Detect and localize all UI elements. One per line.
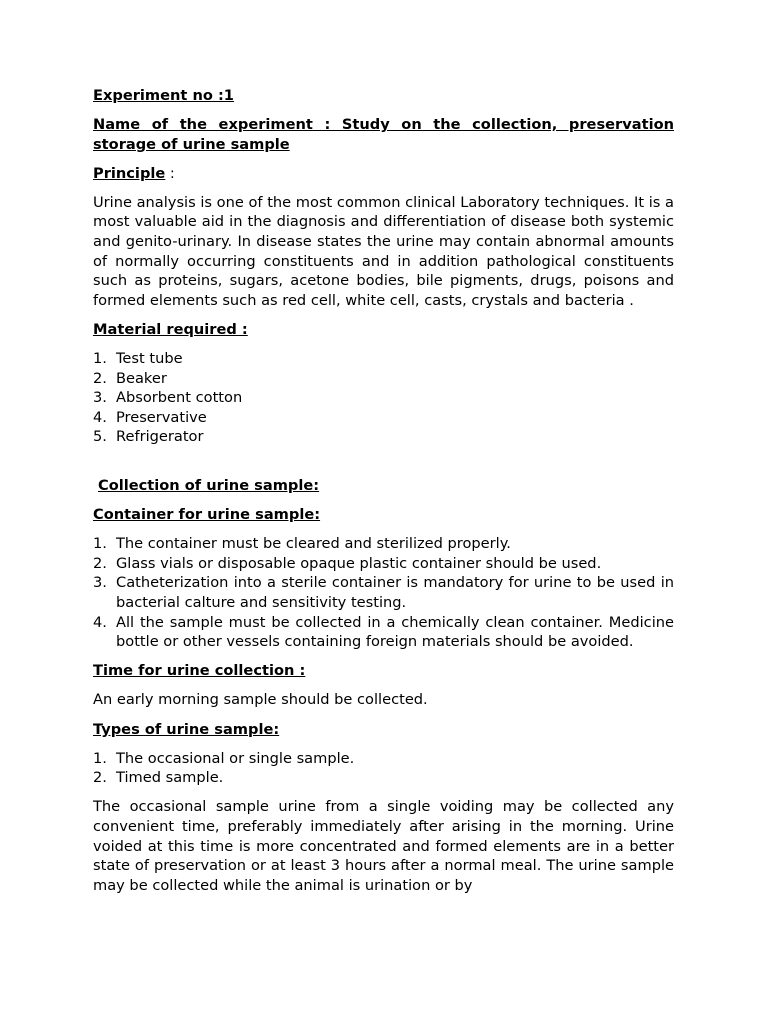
principle-label: Principle: [93, 164, 166, 182]
types-text: The occasional sample urine from a single voiding may be collected any convenient time, preferably immediately after arising in the morning. Urine voided at this time is more concentrated and formed elements are in a better state of preservation or at least 3 hours after a normal meal. The urine sample may be collected while the animal is urination or by: [93, 798, 674, 894]
list-item-text: Glass vials or disposable opaque plastic container should be used.: [116, 554, 602, 572]
list-item: [93, 349, 674, 369]
principle-text: Urine analysis is one of the most common clinical Laboratory techniques. It is a most valuable aid in the diagnosis and differentiation of disease both systemic and genito-urinary. In disease states the urine may contain abnormal amounts of normally occurring constituents and in addition pathological constituents such as proteins, sugars, acetone bodies, bile pigments, drugs, poisons and formed elements such as red cell, white cell, casts, crystals and bacteria .: [93, 193, 674, 309]
list-item: [93, 749, 674, 769]
list-item: [93, 369, 674, 389]
list-number: 3.: [93, 389, 107, 407]
container-heading: Container for urine sample:: [93, 506, 321, 524]
material-list: [93, 349, 674, 447]
experiment-number: Experiment no :1: [93, 87, 234, 104]
list-number: 3.: [93, 574, 107, 592]
list-number: 5.: [93, 428, 107, 446]
time-heading: Time for urine collection :: [93, 662, 306, 680]
list-item-text: The container must be cleared and sterilized properly.: [116, 535, 511, 553]
principle-heading: [93, 164, 674, 184]
list-number: 1.: [93, 749, 107, 767]
types-heading: Types of urine sample:: [93, 720, 280, 738]
list-number: 2.: [93, 769, 107, 787]
list-item: [93, 388, 674, 408]
list-number: 2.: [93, 554, 107, 572]
material-heading: Material required :: [93, 320, 248, 338]
types-list: [93, 749, 674, 788]
list-item: [93, 534, 674, 554]
list-item: [93, 408, 674, 428]
list-item-text: Timed sample.: [116, 769, 224, 787]
time-text: An early morning sample should be collected.: [93, 691, 428, 709]
list-item-text: Preservative: [116, 408, 207, 426]
list-item: [93, 427, 674, 447]
list-number: 4.: [93, 408, 107, 426]
list-item: [93, 554, 674, 574]
list-item-text: Beaker: [116, 369, 167, 387]
collection-heading: Collection of urine sample:: [98, 477, 320, 495]
list-item-text: Absorbent cotton: [116, 389, 243, 407]
list-item-text: Test tube: [116, 350, 183, 368]
list-item-text: The occasional or single sample.: [116, 749, 355, 767]
list-item-text: Catheterization into a sterile container is mandatory for urine to be used in bacterial calture and sensitivity testing.: [116, 574, 674, 612]
list-item-text: Refrigerator: [116, 428, 204, 446]
container-list: [93, 534, 674, 652]
list-item: [93, 573, 674, 612]
document-page: [93, 86, 674, 905]
list-number: 1.: [93, 535, 107, 553]
list-item-text: All the sample must be collected in a chemically clean container. Medicine bottle or other vessels containing foreign materials should be avoided.: [116, 613, 674, 651]
experiment-name: Name of the experiment : Study on the collection, preservation storage of urine sample: [93, 116, 674, 153]
list-item: [93, 613, 674, 652]
principle-suffix: :: [165, 164, 175, 182]
blank-line: [93, 457, 674, 477]
list-number: 1.: [93, 350, 107, 368]
list-number: 2.: [93, 369, 107, 387]
list-number: 4.: [93, 613, 107, 631]
list-item: [93, 768, 674, 788]
